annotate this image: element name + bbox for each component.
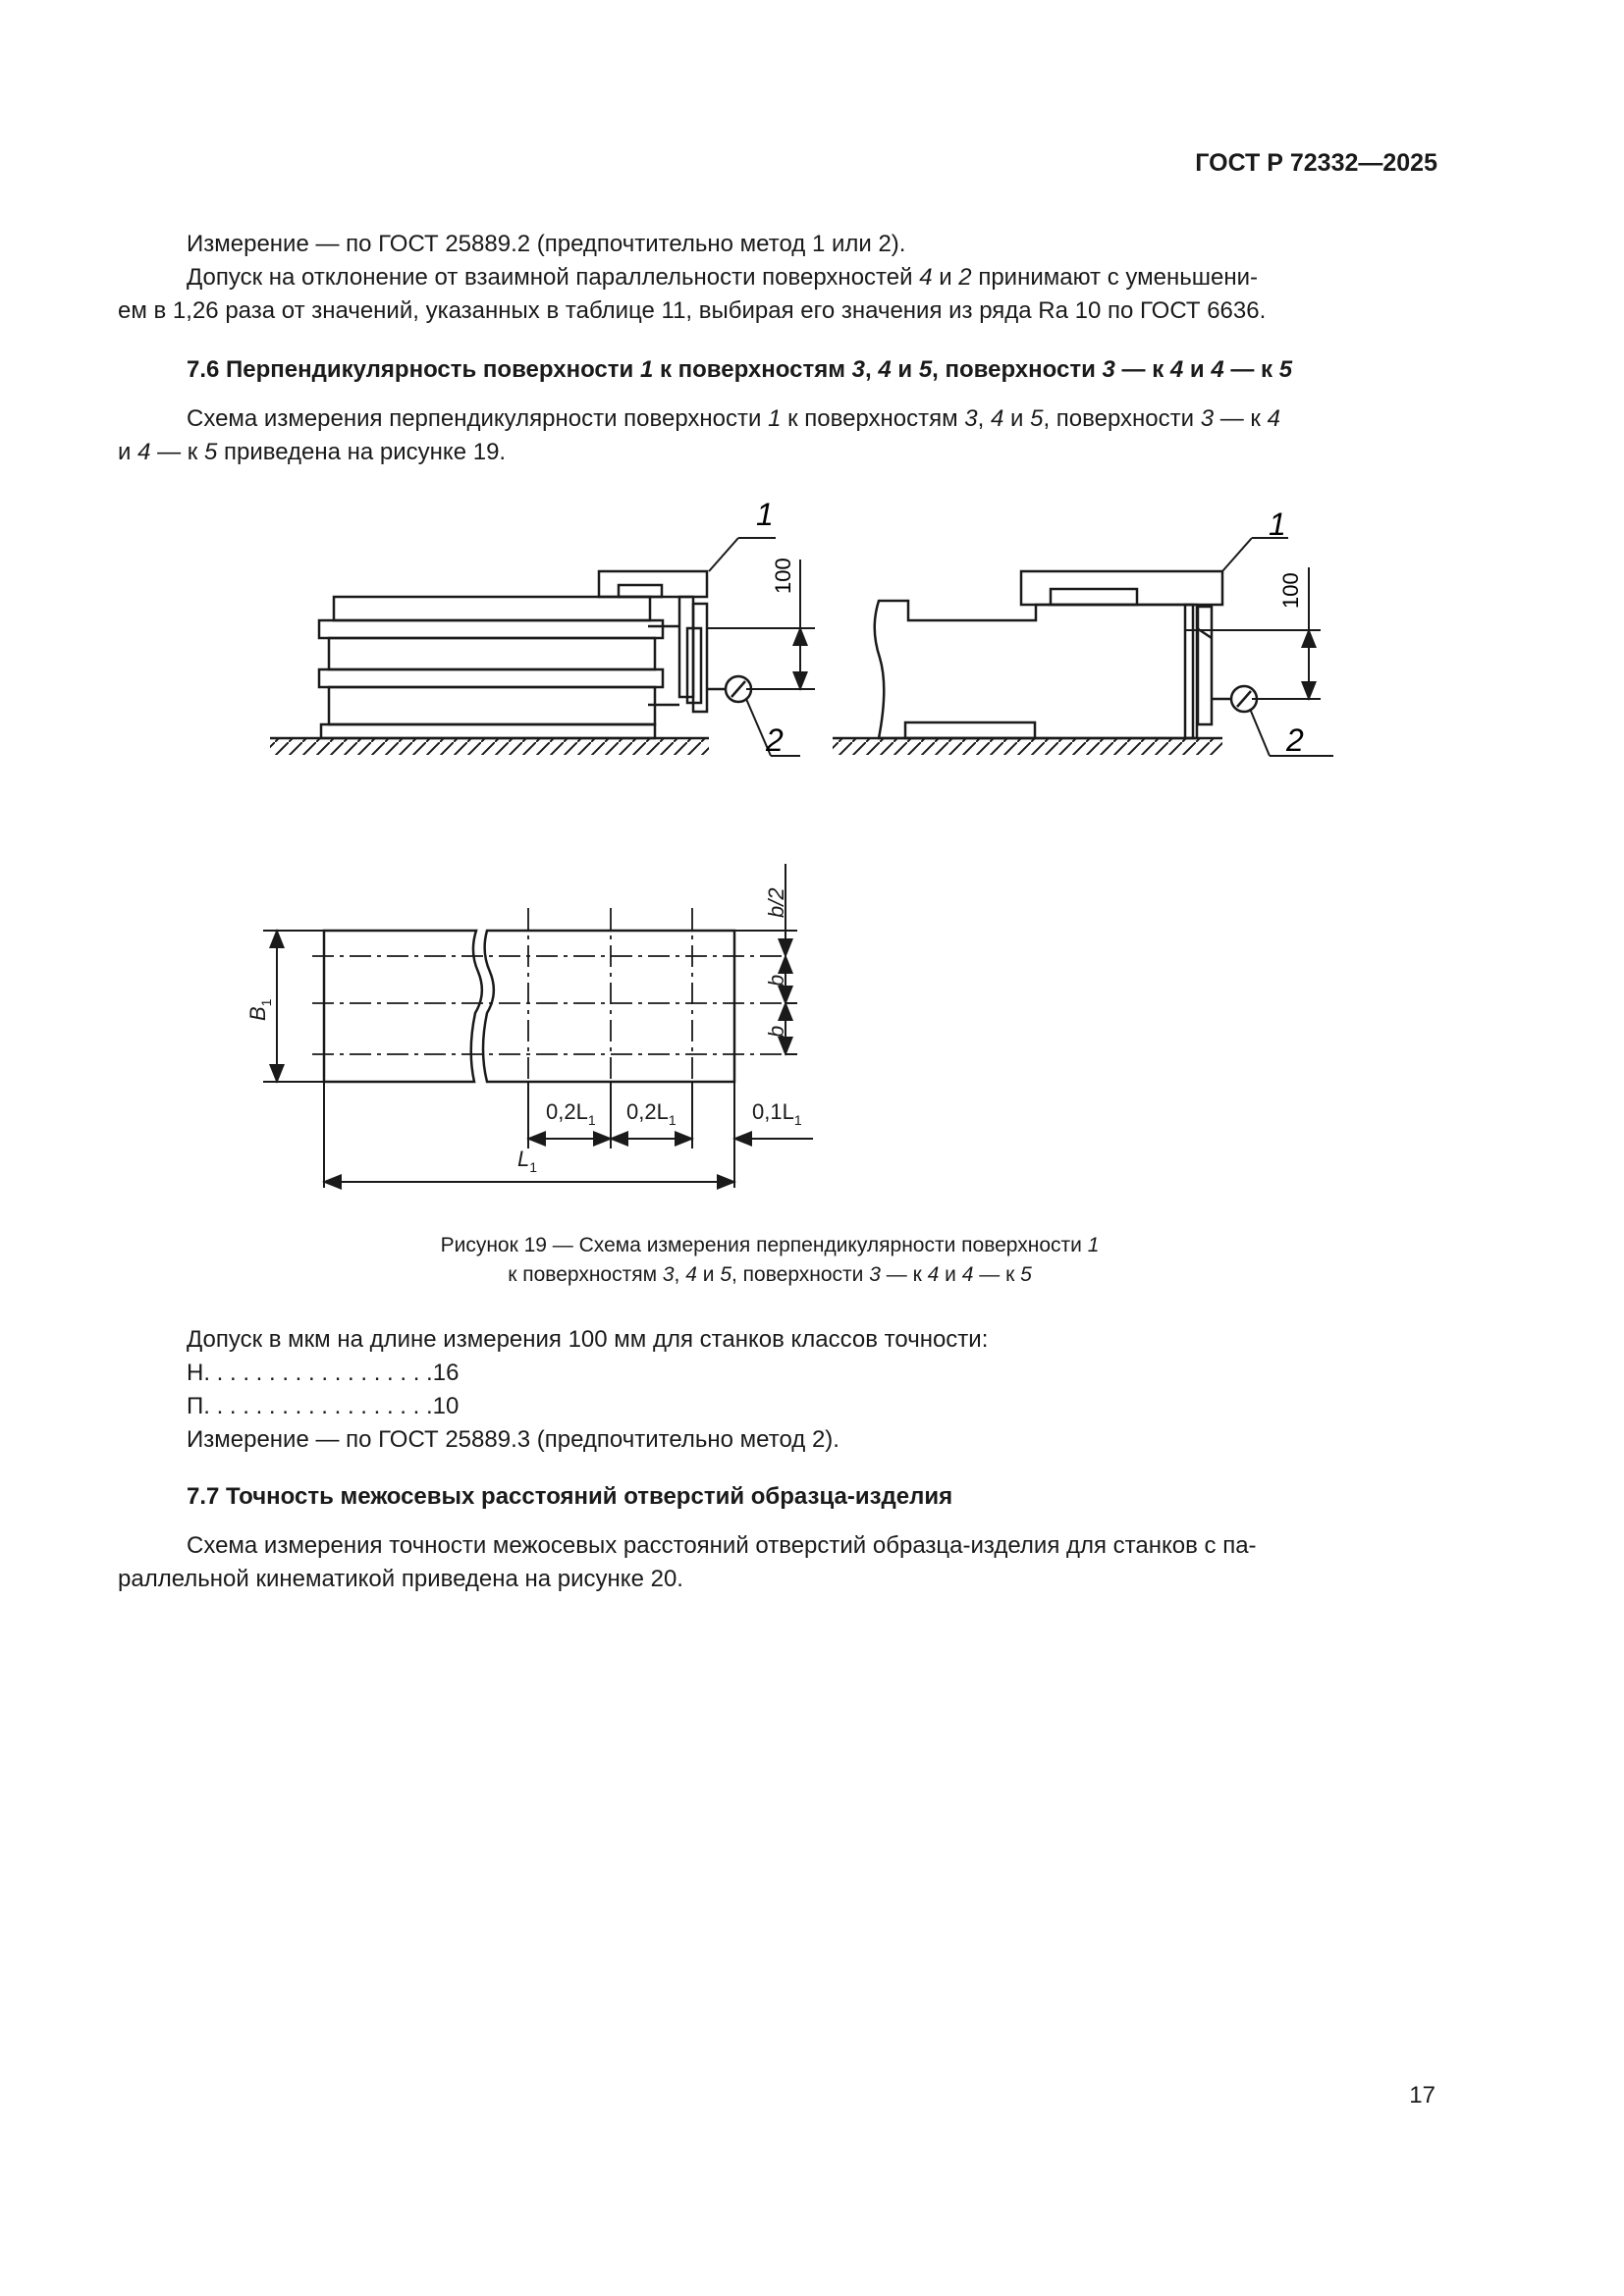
dim-b-upper: b (764, 974, 788, 987)
plan-view-centerlines (312, 908, 785, 1099)
section-7-7-body-line1: Схема измерения точности межосевых расстояний отверстий образца-изделия для станков с па- (187, 1532, 1257, 1559)
paragraph-measurement: Измерение — по ГОСТ 25889.2 (предпочтительно метод 1 или 2). (187, 231, 906, 257)
dim-b-lower: b (764, 1025, 788, 1038)
callout-1-right: 1 (1269, 507, 1286, 542)
tolerance-measurement: Измерение — по ГОСТ 25889.3 (предпочтительно метод 2). (187, 1426, 839, 1453)
document-header-id: ГОСТ Р 72332—2025 (1195, 149, 1437, 177)
paragraph-tolerance-line1: Допуск на отклонение от взаимной параллельности поверхностей 4 и 2 принимают с уменьшени- (187, 264, 1258, 291)
dim-B1: $B_1$ (245, 998, 274, 1021)
section-7-6-body-line2: и 4 — к 5 приведена на рисунке 19. (118, 439, 507, 465)
figure-19-caption-line1: Рисунок 19 — Схема измерения перпендикулярности поверхности 1 (440, 1234, 1100, 1256)
left-callouts (707, 538, 815, 756)
left-dial-indicator (707, 676, 751, 702)
right-dial-indicator (1212, 686, 1257, 712)
dim-100-left: 100 (771, 558, 795, 594)
section-7-7-body-line2: раллельной кинематикой приведена на рисунке 20. (118, 1566, 683, 1592)
callout-1-left: 1 (756, 497, 774, 532)
page-number: 17 (1409, 2082, 1435, 2109)
plan-view-drawing (324, 931, 734, 1082)
callout-2-left: 2 (766, 722, 784, 758)
left-setup-drawing (270, 571, 709, 755)
callout-2-right: 2 (1286, 722, 1304, 758)
dim-02L1-second: $0,2L_1$ (626, 1099, 677, 1128)
dim-02L1-first: $0,2L_1$ (546, 1099, 596, 1128)
dim-L1: $L_1$ (517, 1147, 538, 1175)
tolerance-row-h: Н. . . . . . . . . . . . . . . . . .16 (187, 1360, 460, 1386)
section-heading-7-7: 7.7 Точность межосевых расстояний отверстий образца-изделия (187, 1483, 953, 1510)
section-7-6-body-line1: Схема измерения перпендикулярности поверхности 1 к поверхностям 3, 4 и 5, поверхности 3 — к 4 (187, 405, 1280, 432)
tolerance-row-p: П. . . . . . . . . . . . . . . . . .10 (187, 1393, 460, 1419)
figure-19-caption-line2: к поверхностям 3, 4 и 5, поверхности 3 — к 4 и 4 — к 5 (508, 1263, 1032, 1286)
right-setup-drawing (833, 571, 1222, 755)
dim-100-right: 100 (1278, 572, 1303, 609)
plan-view-dimensions (263, 864, 813, 1188)
dim-b-half: b/2 (764, 887, 788, 918)
paragraph-tolerance-line2: ем в 1,26 раза от значений, указанных в таблице 11, выбирая его значения из ряда Ra 10 по ГОСТ 6636. (118, 297, 1267, 324)
tolerance-intro: Допуск в мкм на длине измерения 100 мм для станков классов точности: (187, 1326, 989, 1353)
section-heading-7-6: 7.6 Перпендикулярность поверхности 1 к поверхностям 3, 4 и 5, поверхности 3 — к 4 и 4 — к 5 (187, 356, 1293, 383)
dim-01L1: $0,1L_1$ (752, 1099, 802, 1128)
